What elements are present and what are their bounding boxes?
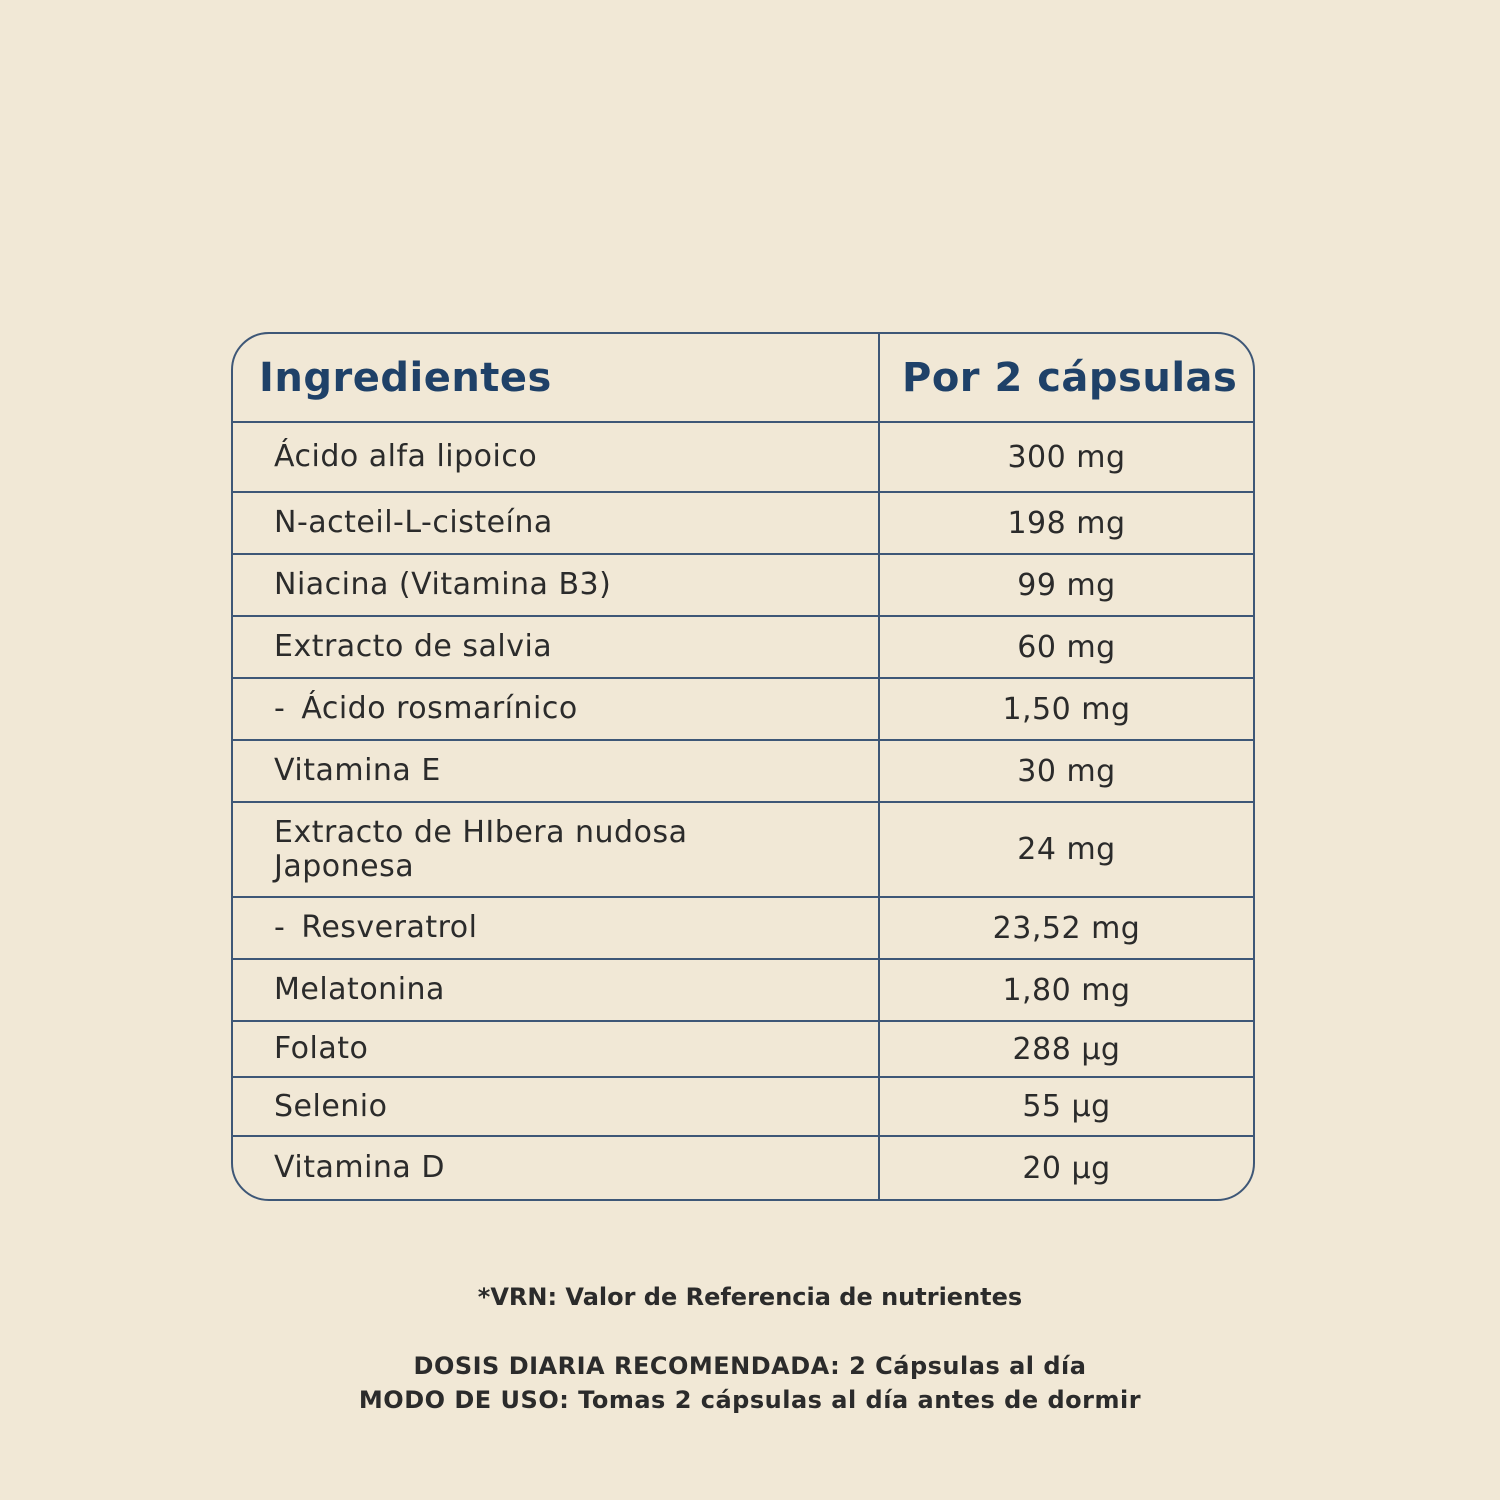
daily-dose-text: DOSIS DIARIA RECOMENDADA: 2 Cápsulas al día [413, 1352, 1087, 1380]
table-row [233, 1136, 1253, 1199]
ingredient-name [233, 959, 879, 1021]
vrn-footnote: *VRN: Valor de Referencia de nutrientes [477, 1283, 1023, 1311]
ingredient-label: Ácido rosmarínico [301, 691, 578, 726]
header-dose: Por 2 cápsulas [879, 334, 1253, 422]
ingredient-name [233, 1021, 879, 1077]
table-row [233, 802, 1253, 897]
table-row [233, 554, 1253, 616]
ingredient-amount: 1,80 mg [879, 959, 1253, 1021]
ingredients-table [231, 332, 1255, 1201]
table-row [233, 959, 1253, 1021]
ingredient-amount: 55 µg [879, 1077, 1253, 1136]
ingredient-amount: 24 mg [879, 802, 1253, 897]
sub-item-dash: - [274, 691, 286, 726]
ingredient-label: Melatonina [274, 972, 445, 1007]
ingredient-label: Niacina (Vitamina B3) [274, 567, 612, 602]
ingredient-amount: 300 mg [879, 422, 1253, 492]
ingredient-amount: 198 mg [879, 492, 1253, 554]
ingredient-name [233, 740, 879, 802]
ingredient-label: Resveratrol [301, 910, 478, 945]
sub-item-dash: - [274, 910, 286, 945]
table-row [233, 492, 1253, 554]
ingredient-name [233, 554, 879, 616]
ingredient-amount: 30 mg [879, 740, 1253, 802]
table-header-row [233, 334, 1253, 422]
ingredient-amount: 1,50 mg [879, 678, 1253, 740]
ingredients-grid [233, 334, 1253, 1199]
ingredient-name [233, 1077, 879, 1136]
usage-text: MODO DE USO: Tomas 2 cápsulas al día antes de dormir [358, 1386, 1142, 1414]
ingredient-amount: 23,52 mg [879, 897, 1253, 959]
ingredient-name [233, 678, 879, 740]
ingredient-label: Vitamina E [274, 753, 441, 788]
ingredient-name [233, 1136, 879, 1199]
table-row [233, 678, 1253, 740]
ingredient-amount: 288 µg [879, 1021, 1253, 1077]
ingredient-name [233, 802, 879, 897]
ingredient-label: Extracto de HIbera nudosa Japonesa [274, 814, 688, 884]
ingredient-label: Folato [274, 1031, 369, 1066]
ingredient-label: Vitamina D [274, 1150, 445, 1185]
ingredient-amount: 99 mg [879, 554, 1253, 616]
table-row [233, 616, 1253, 678]
table-row [233, 740, 1253, 802]
ingredient-name [233, 492, 879, 554]
ingredient-label: Selenio [274, 1088, 388, 1124]
ingredient-label: Ácido alfa lipoico [274, 439, 538, 474]
ingredient-label: Extracto de salvia [274, 629, 553, 664]
table-row [233, 1077, 1253, 1136]
ingredient-name [233, 616, 879, 678]
ingredient-label: N-acteil-L-cisteína [274, 505, 553, 540]
ingredient-name [233, 897, 879, 959]
table-row [233, 422, 1253, 492]
table-row [233, 1021, 1253, 1077]
ingredient-amount: 60 mg [879, 616, 1253, 678]
ingredient-name [233, 422, 879, 492]
table-row [233, 897, 1253, 959]
ingredient-amount: 20 µg [1022, 1150, 1111, 1186]
header-ingredients: Ingredientes [233, 334, 879, 422]
